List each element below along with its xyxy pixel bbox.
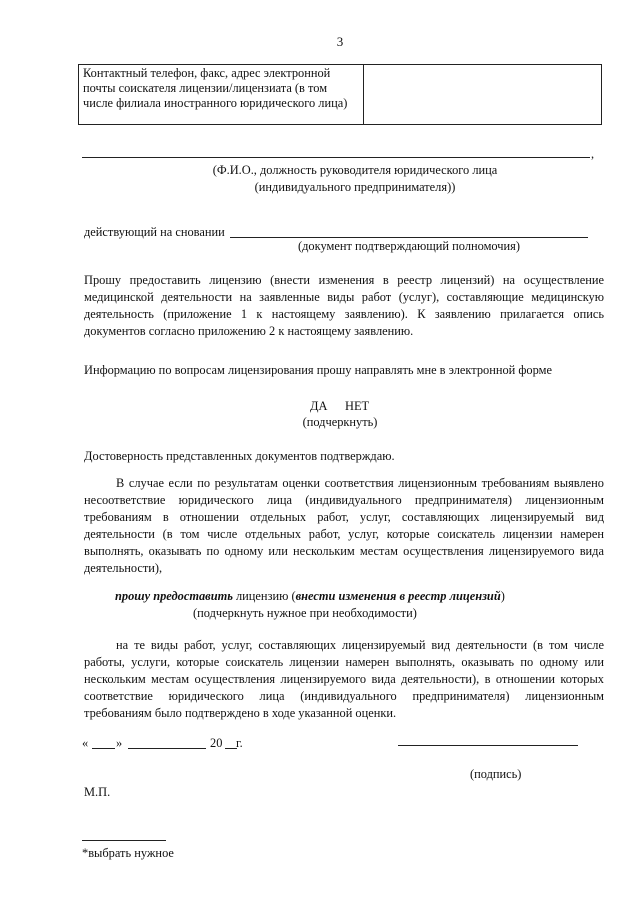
head-line-comma: , bbox=[591, 147, 595, 161]
ask-hint: (подчеркнуть нужное при необходимости) bbox=[193, 606, 417, 620]
signature-caption: (подпись) bbox=[470, 767, 522, 781]
stamp-label: М.П. bbox=[84, 785, 111, 799]
head-caption-line1: (Ф.И.О., должность руководителя юридического лица bbox=[212, 163, 498, 177]
basis-caption: (документ подтверждающий полномочия) bbox=[297, 239, 520, 253]
date-year-suffix: г. bbox=[236, 736, 243, 750]
contact-table bbox=[78, 64, 602, 125]
ask-part-request: прошу предоставить bbox=[115, 589, 233, 603]
date-year-prefix: 20 bbox=[210, 736, 223, 750]
confirmation-text: Достоверность представленных документов подтверждаю. bbox=[84, 449, 395, 463]
scope-paragraph: на те виды работ, услуг, составляющих лицензируемый вид деятельности (в том числе работы, услуги, которые соискатель лицензии намерен выполнять, оказывать по одному или нескольким местам осуществления лицензируемого вида деятельности), в отношении которых соответствие юридического лица (индивидуального предпринимателя) лицензионным требованиям было подтверждено в ходе указанной оценки. bbox=[84, 638, 604, 720]
ask-part-close: ) bbox=[500, 589, 505, 603]
choice-yes[interactable]: ДА bbox=[310, 399, 328, 413]
electronic-info-text: Информацию по вопросам лицензирования прошу направлять мне в электронной форме bbox=[84, 363, 552, 377]
date-open-quote: « bbox=[82, 736, 89, 750]
ask-part-license: лицензию ( bbox=[232, 589, 296, 603]
basis-label: действующий на сновании bbox=[84, 225, 225, 239]
ask-line bbox=[115, 588, 505, 604]
page-number: 3 bbox=[336, 34, 344, 49]
date-day-field[interactable] bbox=[92, 748, 115, 749]
date-close-quote: » bbox=[116, 736, 123, 750]
footnote-separator bbox=[82, 840, 166, 841]
head-fill-line[interactable] bbox=[82, 157, 590, 158]
choice-hint: (подчеркнуть) bbox=[302, 415, 378, 429]
signature-line[interactable] bbox=[398, 745, 578, 746]
date-month-field[interactable] bbox=[128, 748, 206, 749]
head-caption-line2: (индивидуального предпринимателя)) bbox=[254, 180, 456, 194]
footnote-text: *выбрать нужное bbox=[82, 846, 174, 860]
ask-part-changes: внести изменения в реестр лицензий bbox=[295, 589, 501, 603]
request-paragraph: Прошу предоставить лицензию (внести изменения в реестр лицензий) на осуществление медицинской деятельности на заявленные виды работ (услуг), составляющие медицинскую деятельность (приложение 1 к настоящему заявлению). К заявлению прилагается опись документов согласно приложению 2 к настоящему заявлению. bbox=[84, 273, 604, 338]
contact-value-cell[interactable] bbox=[364, 65, 602, 125]
choice-no[interactable]: НЕТ bbox=[345, 399, 370, 413]
contact-label-cell: Контактный телефон, факс, адрес электронной почты соискателя лицензии/лицензиата (в том числе филиала иностранного юридического лица) bbox=[79, 65, 364, 125]
case-paragraph: В случае если по результатам оценки соответствия лицензионным требованиям выявлено несоответствие юридического лица (индивидуального предпринимателя) лицензионным требованиям в отношении отдельных работ, услуг, составляющих лицензируемый вид деятельности (в том числе отдельных работ, услуг, которые соискатель лицензии намерен выполнять, оказывать по одному или нескольким местам осуществления лицензируемого вида деятельности), bbox=[84, 476, 604, 575]
